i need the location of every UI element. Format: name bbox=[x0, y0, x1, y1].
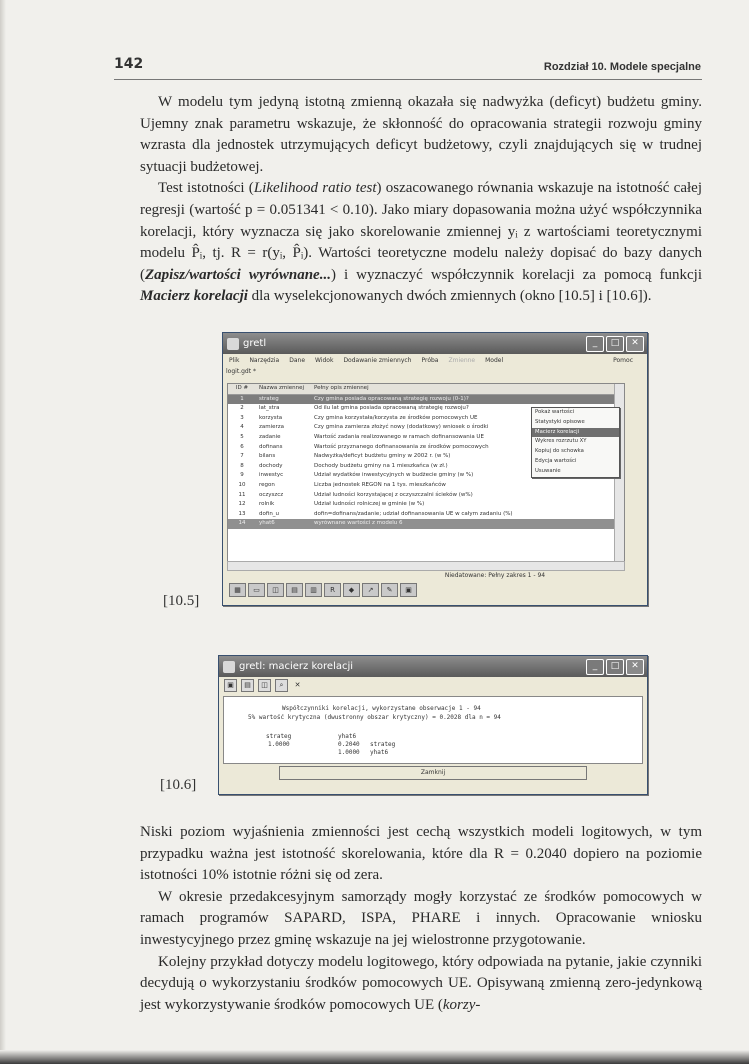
row-desc: Czy gmina korzystała/korzysta ze środków pomocowych UE bbox=[314, 414, 478, 421]
page-edge-shadow bbox=[0, 0, 6, 1064]
p5-text: Kolejny przykład dotyczy modelu logitowego, który odpowiada na pytanie, jakie czynniki decydują o wykorzystaniu środków pomocowych UE. Opisywaną zmienną zero-jedynkową jest wykorzystywanie środków pomocowych UE ( bbox=[140, 953, 702, 1013]
row-name: strateg bbox=[259, 395, 279, 402]
corr-critical-line: 5% wartość krytyczna (dwustronny obszar krytyczny) = 0.2028 dla n = 94 bbox=[248, 714, 501, 721]
row-name: dochody bbox=[259, 462, 283, 469]
menu-narzedzia[interactable]: Narzędzia bbox=[249, 357, 280, 364]
ctx-macierz-korelacji[interactable]: Macierz korelacji bbox=[532, 428, 619, 438]
corr-r2-b: 1.0000 bbox=[338, 749, 360, 756]
arrow-icon[interactable]: ↗ bbox=[362, 583, 379, 597]
row-name: korzysta bbox=[259, 414, 283, 421]
menu-plik[interactable]: Plik bbox=[229, 357, 240, 364]
row-desc: Czy gmina posiada opracowaną strategię rozwoju (0-1)? bbox=[314, 395, 469, 402]
datafile-name: logit.gdt * bbox=[226, 368, 256, 375]
menu-dane[interactable]: Dane bbox=[289, 357, 306, 364]
row-desc: Udział wydatków inwestycyjnych w budżecie gminy (w %) bbox=[314, 472, 474, 479]
closing-text bbox=[140, 822, 702, 1016]
menu-dodawanie[interactable]: Dodawanie zmiennych bbox=[343, 357, 412, 364]
gretl-menubar bbox=[223, 354, 647, 367]
row-id: 6 bbox=[240, 443, 244, 450]
corr-close-button[interactable]: ✕ bbox=[626, 659, 644, 675]
row-id: 2 bbox=[240, 405, 244, 412]
row-id: 12 bbox=[238, 501, 246, 508]
header-rule bbox=[114, 79, 702, 80]
menu-proba[interactable]: Próba bbox=[421, 357, 439, 364]
row-name: yhat6 bbox=[259, 520, 275, 527]
table-row[interactable] bbox=[228, 395, 624, 405]
paragraph-2 bbox=[140, 178, 702, 308]
row-name: lat_stra bbox=[259, 405, 280, 412]
row-name: bilans bbox=[259, 453, 276, 460]
zoom-icon[interactable]: ⌕ bbox=[275, 679, 288, 692]
row-name: zamierza bbox=[259, 424, 285, 431]
row-desc: dofin=dofinans/zadanie; udział dofinansowania UE w całym zadaniu (%) bbox=[314, 510, 513, 517]
corr-col-yhat6: yhat6 bbox=[338, 733, 357, 740]
table-row[interactable] bbox=[228, 519, 624, 529]
paragraph-4: W okresie przedakcesyjnym samorządy mogły korzystać ze środków pomocowych w ramach programów SAPARD, ISPA, PHARE i innych. Opracowanie wniosku inwestycyjnego przez gminę wskazuje na jej wielostronne przygotowanie. bbox=[140, 888, 702, 948]
print-icon[interactable]: ▤ bbox=[241, 679, 254, 692]
paragraph-3: Niski poziom wyjaśnienia zmienności jest cechą wszystkich modeli logitowych, w tym przypadku ważna jest istotność skorelowania, które dla R = 0.2040 dopiero na poziomie istotności 10% istotnie różni się od zera. bbox=[140, 824, 702, 884]
corr-r2-label: yhat6 bbox=[370, 749, 389, 756]
corr-header-line: Współczynniki korelacji, wykorzystane obserwacje 1 - 94 bbox=[282, 705, 481, 712]
row-id: 8 bbox=[240, 462, 244, 469]
maximize-button[interactable]: □ bbox=[606, 336, 624, 352]
row-desc: Udział ludności korzystającej z oczyszczalni ścieków (w%) bbox=[314, 491, 473, 498]
ctx-kopiuj[interactable]: Kopiuj do schowka bbox=[535, 448, 584, 455]
intro-text bbox=[140, 92, 702, 308]
row-id: 11 bbox=[238, 491, 246, 498]
paragraph-1: W modelu tym jedyną istotną zmienną okazała się nadwyżka (deficyt) budżetu gminy. Ujemny znak parametru wskazuje, że skłonność do opracowania strategii rozwoju gminy wzrasta dla jednostek utrzymujących deficyt budżetowy, czyli znajdujących się w trudnej sytuacji budżetowej. bbox=[140, 94, 702, 175]
corr-maximize-button[interactable]: □ bbox=[606, 659, 624, 675]
corr-app-icon bbox=[223, 661, 235, 673]
ctx-edycja[interactable]: Edycja wartości bbox=[535, 457, 577, 464]
calc-icon[interactable]: ▦ bbox=[229, 583, 246, 597]
row-name: dofinans bbox=[259, 443, 283, 450]
row-name: zadanie bbox=[259, 433, 281, 440]
row-id: 7 bbox=[240, 453, 244, 460]
row-desc: Liczba jednostek REGON na 1 tys. mieszkańców bbox=[314, 481, 446, 488]
correlation-window bbox=[218, 655, 648, 795]
bottom-edge-shadow bbox=[0, 1050, 749, 1064]
row-name: rolnik bbox=[259, 501, 275, 508]
data-icon[interactable]: ▥ bbox=[305, 583, 322, 597]
col-desc[interactable]: Pełny opis zmiennej bbox=[314, 385, 369, 391]
row-desc: Nadwyżka/deficyt budżetu gminy w 2002 r. (w %) bbox=[314, 453, 451, 460]
menu-model[interactable]: Model bbox=[485, 357, 504, 364]
p2-italic-term: Likelihood ratio test bbox=[253, 180, 377, 197]
horizontal-scrollbar[interactable] bbox=[227, 561, 625, 571]
row-id: 14 bbox=[238, 520, 246, 527]
gretl-app-icon bbox=[227, 338, 239, 350]
ctx-wykres-xy[interactable]: Wykres rozrzutu XY bbox=[535, 438, 587, 445]
corr-r1-b: 0.2040 bbox=[338, 741, 360, 748]
table-row[interactable] bbox=[228, 510, 624, 520]
r-icon[interactable]: R bbox=[324, 583, 341, 597]
paragraph-5 bbox=[140, 952, 702, 1017]
table-row[interactable] bbox=[228, 500, 624, 510]
gretl-titlebar bbox=[223, 333, 647, 354]
gretl-main-window bbox=[222, 332, 648, 606]
session-icon[interactable]: ◫ bbox=[267, 583, 284, 597]
zamknij-button[interactable]: Zamknij bbox=[279, 766, 587, 780]
draw-icon[interactable]: ✎ bbox=[381, 583, 398, 597]
corr-toolbar bbox=[219, 677, 647, 693]
row-desc: Dochody budżetu gminy na 1 mieszkańca (w zł.) bbox=[314, 462, 448, 469]
corr-minimize-button[interactable]: _ bbox=[586, 659, 604, 675]
context-menu bbox=[531, 407, 620, 478]
close-x-icon[interactable]: ✕ bbox=[294, 680, 301, 689]
status-line: Niedatowane: Pełny zakres 1 - 94 bbox=[444, 572, 546, 579]
menu-widok[interactable]: Widok bbox=[315, 357, 334, 364]
row-desc: Wartość zadania realizowanego w ramach dofinansowania UE bbox=[314, 433, 484, 440]
row-id: 3 bbox=[240, 414, 244, 421]
p2-text-g: dla wyselekcjonowanych dwóch zmiennych (okno [10.5] i [10.6]). bbox=[247, 288, 652, 305]
row-id: 5 bbox=[240, 433, 244, 440]
row-id: 1 bbox=[240, 395, 244, 402]
corr-r1-label: strateg bbox=[370, 741, 396, 748]
ctx-usuwanie[interactable]: Usuwanie bbox=[535, 467, 561, 474]
row-desc: Udział ludności rolniczej w gminie (w %) bbox=[314, 501, 425, 508]
minimize-button[interactable]: _ bbox=[586, 336, 604, 352]
p2-function-name: Macierz korelacji bbox=[140, 288, 248, 305]
col-id[interactable]: ID # bbox=[235, 385, 249, 391]
row-id: 4 bbox=[240, 424, 244, 431]
row-id: 13 bbox=[238, 510, 246, 517]
save-icon[interactable]: ▣ bbox=[224, 679, 237, 692]
copy-icon[interactable]: ◫ bbox=[258, 679, 271, 692]
close-button[interactable]: ✕ bbox=[626, 336, 644, 352]
p2-text-e: ) i wyznaczyć współczynnik korelacji za pomocą funkcji bbox=[330, 266, 702, 283]
p2-menu-path: Zapisz/wartości wyrównane... bbox=[145, 266, 331, 283]
table-icon[interactable]: ▤ bbox=[286, 583, 303, 597]
row-name: dofin_u bbox=[259, 510, 280, 517]
row-desc: Od ilu lat gmina posiada opracowaną strategię rozwoju? bbox=[314, 405, 469, 412]
help-icon[interactable]: ◆ bbox=[343, 583, 360, 597]
terminal-icon[interactable]: ▭ bbox=[248, 583, 265, 597]
row-desc: wyrównane wartości z modelu 6 bbox=[314, 520, 403, 527]
row-desc: Czy gmina zamierza złożyć nowy (dodatkowy) wniosek o środki bbox=[314, 424, 489, 431]
running-head: Rozdział 10. Modele specjalne bbox=[543, 61, 701, 73]
correlation-output bbox=[223, 696, 643, 764]
row-name: oczyszcz bbox=[259, 491, 284, 498]
row-name: inwestyc bbox=[259, 472, 284, 479]
table-row[interactable] bbox=[228, 481, 624, 491]
p5-italic: korzy- bbox=[442, 996, 481, 1013]
row-desc: Wartość przyznanego dofinansowania ze środków pomocowych bbox=[314, 443, 489, 450]
gretl-toolbar bbox=[229, 583, 417, 597]
variable-list-header bbox=[228, 384, 624, 395]
row-name: regon bbox=[259, 481, 275, 488]
corr-window-title: gretl: macierz korelacji bbox=[239, 661, 354, 672]
p2-text-a: Test istotności ( bbox=[158, 180, 254, 197]
p2-text-c: ) oszacowanego równania wskazuje na istotność całej regresji (wartość p = 0.051341 < 0.10). Jako miary dopasowania można użyć współczynnika korelacji, który wyznacza się jako skorelowanie zmiennej yᵢ z wartościami teoretycznymi modelu P̂ᵢ, tj. R = r(yᵢ, P̂ᵢ). Wartości teoretyczne modelu należy dopisać do bazy danych ( bbox=[140, 180, 702, 283]
figure-label-10-5: [10.5] bbox=[163, 593, 200, 609]
row-id: 9 bbox=[240, 472, 244, 479]
gretl-window-title: gretl bbox=[243, 338, 267, 349]
corr-r1-a: 1.0000 bbox=[268, 741, 290, 748]
table-row[interactable] bbox=[228, 491, 624, 501]
figure-label-10-6: [10.6] bbox=[160, 777, 197, 793]
row-id: 10 bbox=[238, 481, 246, 488]
col-name[interactable]: Nazwa zmiennej bbox=[259, 385, 305, 391]
page-number: 142 bbox=[114, 56, 144, 72]
ctx-statystyki[interactable]: Statystyki opisowe bbox=[535, 418, 585, 425]
corr-col-strateg: strateg bbox=[266, 733, 292, 740]
box-icon[interactable]: ▣ bbox=[400, 583, 417, 597]
corr-titlebar bbox=[219, 656, 647, 677]
menu-pomoc[interactable]: Pomoc bbox=[613, 357, 633, 364]
menu-zmienne[interactable]: Zmienne bbox=[448, 357, 476, 364]
ctx-pokaz-wartosci[interactable]: Pokaż wartości bbox=[535, 409, 575, 415]
